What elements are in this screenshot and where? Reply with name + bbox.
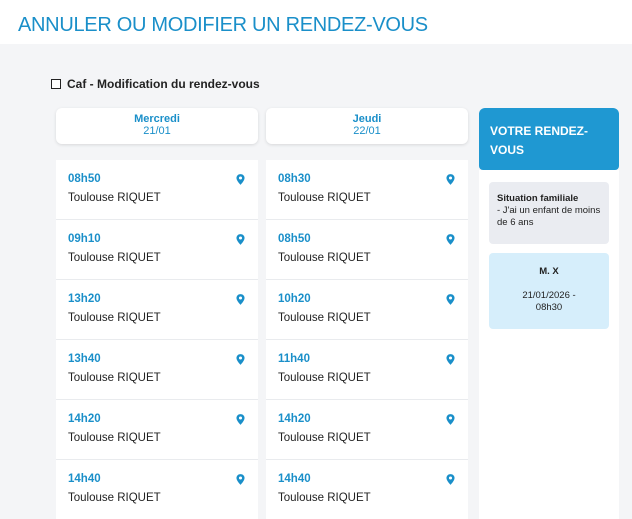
location-pin-icon[interactable] bbox=[236, 412, 245, 423]
slot-time: 08h50 bbox=[278, 233, 311, 245]
section-header bbox=[51, 77, 260, 91]
day-header bbox=[56, 108, 258, 144]
time-slot[interactable] bbox=[266, 220, 468, 280]
slot-location: Toulouse RIQUET bbox=[68, 312, 161, 324]
time-slot[interactable] bbox=[266, 460, 468, 519]
page-title: ANNULER OU MODIFIER UN RENDEZ-VOUS bbox=[18, 14, 428, 36]
slot-time: 08h30 bbox=[278, 173, 311, 185]
day-name: Jeudi bbox=[352, 113, 382, 125]
slot-time: 11h40 bbox=[278, 353, 310, 365]
time-slot[interactable] bbox=[56, 280, 258, 340]
current-appointment-card bbox=[489, 253, 609, 329]
appointment-panel-title: VOTRE RENDEZ-VOUS bbox=[479, 108, 619, 170]
slot-time: 14h20 bbox=[278, 413, 311, 425]
slot-time: 13h40 bbox=[68, 353, 101, 365]
location-pin-icon[interactable] bbox=[236, 352, 245, 363]
slot-location: Toulouse RIQUET bbox=[68, 192, 161, 204]
location-pin-icon[interactable] bbox=[236, 292, 245, 303]
slot-location: Toulouse RIQUET bbox=[278, 252, 371, 264]
location-pin-icon[interactable] bbox=[446, 232, 455, 243]
time-slot[interactable] bbox=[56, 340, 258, 400]
slot-location: Toulouse RIQUET bbox=[278, 312, 371, 324]
slot-location: Toulouse RIQUET bbox=[278, 372, 371, 384]
slot-time: 14h40 bbox=[68, 473, 101, 485]
time-slot[interactable] bbox=[56, 220, 258, 280]
slot-location: Toulouse RIQUET bbox=[68, 492, 161, 504]
time-slot[interactable] bbox=[56, 160, 258, 220]
slot-list bbox=[56, 160, 258, 519]
appointment-datetime: 21/01/2026 - 08h30 bbox=[522, 290, 576, 313]
info-title: Situation familiale bbox=[497, 193, 579, 204]
time-slot[interactable] bbox=[266, 400, 468, 460]
slot-time: 09h10 bbox=[68, 233, 101, 245]
family-situation-card bbox=[489, 182, 609, 244]
time-slot[interactable] bbox=[266, 280, 468, 340]
time-slot[interactable] bbox=[266, 160, 468, 220]
slot-time: 14h20 bbox=[68, 413, 101, 425]
location-pin-icon[interactable] bbox=[446, 352, 455, 363]
appointment-person: M. X bbox=[539, 266, 559, 277]
slot-location: Toulouse RIQUET bbox=[68, 372, 161, 384]
day-date: 22/01 bbox=[353, 125, 381, 137]
location-pin-icon[interactable] bbox=[446, 412, 455, 423]
location-pin-icon[interactable] bbox=[236, 472, 245, 483]
time-slot[interactable] bbox=[56, 460, 258, 519]
day-column-1 bbox=[56, 108, 258, 519]
location-pin-icon[interactable] bbox=[446, 172, 455, 183]
slot-time: 10h20 bbox=[278, 293, 311, 305]
location-pin-icon[interactable] bbox=[446, 292, 455, 303]
info-detail: - J'ai un enfant de moins de 6 ans bbox=[497, 205, 601, 228]
section-label: Caf - Modification du rendez-vous bbox=[67, 77, 260, 91]
slot-list bbox=[266, 160, 468, 519]
time-slot[interactable] bbox=[266, 340, 468, 400]
slot-location: Toulouse RIQUET bbox=[278, 492, 371, 504]
slot-time: 13h20 bbox=[68, 293, 101, 305]
checkbox-icon[interactable] bbox=[51, 79, 61, 89]
location-pin-icon[interactable] bbox=[446, 472, 455, 483]
day-header bbox=[266, 108, 468, 144]
slot-time: 14h40 bbox=[278, 473, 311, 485]
slot-location: Toulouse RIQUET bbox=[278, 432, 371, 444]
day-name: Mercredi bbox=[134, 113, 180, 125]
time-slot[interactable] bbox=[56, 400, 258, 460]
slot-location: Toulouse RIQUET bbox=[68, 252, 161, 264]
location-pin-icon[interactable] bbox=[236, 172, 245, 183]
slot-time: 08h50 bbox=[68, 173, 101, 185]
slot-location: Toulouse RIQUET bbox=[68, 432, 161, 444]
location-pin-icon[interactable] bbox=[236, 232, 245, 243]
day-column-2 bbox=[266, 108, 468, 519]
slot-location: Toulouse RIQUET bbox=[278, 192, 371, 204]
day-date: 21/01 bbox=[143, 125, 171, 137]
